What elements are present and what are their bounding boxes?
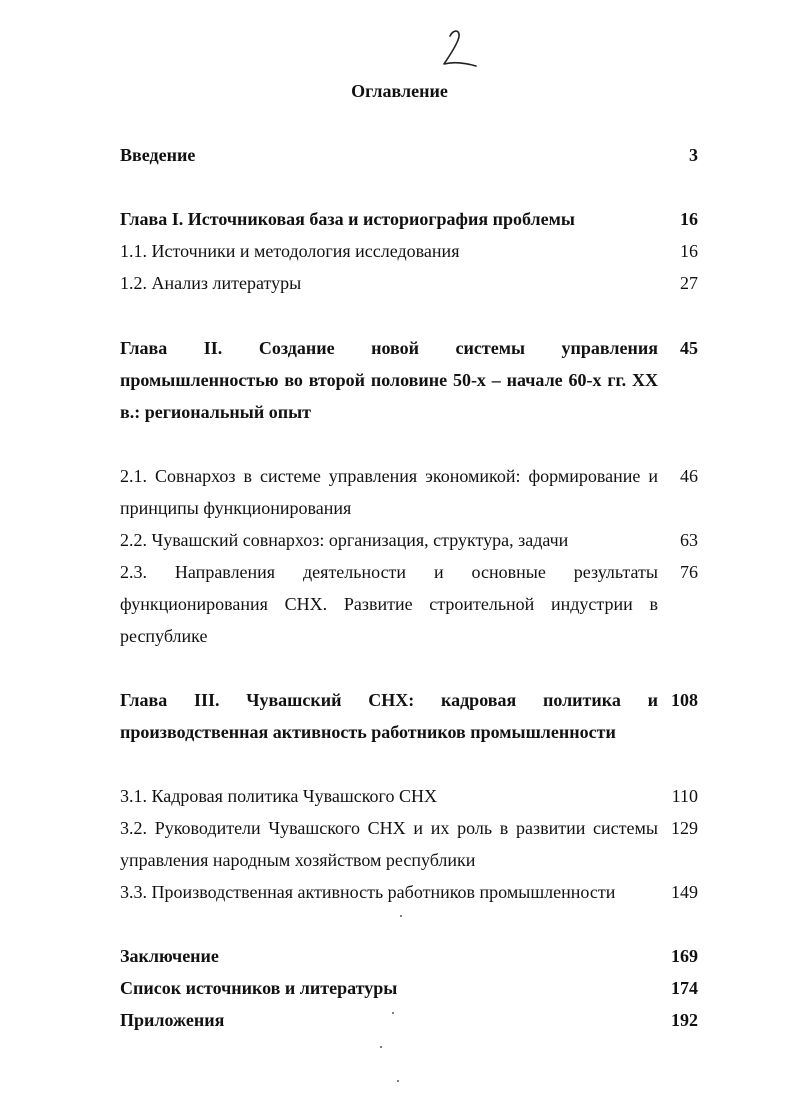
scan-speck	[380, 1046, 382, 1048]
toc-entry-text: Глава I. Источниковая база и историография проблемы	[120, 209, 575, 229]
scan-speck	[397, 1080, 399, 1082]
toc-entry-text: 2.3. Направления деятельности и основные результаты функционирования СНХ. Развитие строительной индустрии в республике	[120, 562, 658, 646]
toc-entry-appendices[interactable]	[120, 1004, 700, 1036]
toc-entry-text: Заключение	[120, 946, 219, 966]
toc-entry-page: 3	[689, 145, 698, 165]
toc-entry-3-3[interactable]	[120, 876, 700, 908]
toc-entry-2-2[interactable]	[120, 524, 700, 556]
toc-entry-page: 16	[680, 209, 698, 229]
toc-entry-page: 46	[680, 466, 698, 486]
scan-speck	[392, 1012, 394, 1014]
toc-entry-1-2[interactable]	[120, 267, 700, 299]
toc-entry-page: 108	[671, 690, 698, 710]
toc-entry-page: 16	[680, 241, 698, 261]
toc-entry-page: 27	[680, 273, 698, 293]
toc-entry-text: 3.1. Кадровая политика Чувашского СНХ	[120, 786, 437, 806]
toc-entry-text: Введение	[120, 145, 196, 165]
toc-entry-page: 192	[671, 1010, 698, 1030]
toc-entry-text: 2.1. Совнархоз в системе управления экономикой: формирование и принципы функционирования	[120, 466, 658, 518]
toc-entry-page: 110	[671, 786, 698, 806]
toc-entry-text: 3.2. Руководители Чувашского СНХ и их роль в развитии системы управления народным хозяйством республики	[120, 818, 658, 870]
toc-entry-text: Приложения	[120, 1010, 225, 1030]
scan-speck	[400, 915, 402, 917]
toc-entry-introduction[interactable]	[120, 139, 700, 171]
toc-entry-page: 149	[671, 882, 698, 902]
toc-entry-text: Глава II. Создание новой системы управления промышленностью во второй половине 50-х – начале 60-х гг. XX в.: региональный опыт	[120, 338, 658, 422]
toc-entry-text: 1.2. Анализ литературы	[120, 273, 302, 293]
toc-entry-page: 169	[671, 946, 698, 966]
toc-entry-page: 174	[671, 978, 698, 998]
toc-entry-page: 45	[680, 338, 698, 358]
toc-entry-2-1[interactable]	[120, 460, 700, 524]
toc-entry-chapter-2[interactable]	[120, 332, 700, 428]
toc-entry-chapter-1[interactable]	[120, 203, 700, 235]
toc-entry-3-2[interactable]	[120, 812, 700, 876]
toc-entry-conclusion[interactable]	[120, 940, 700, 972]
toc-entry-text: 1.1. Источники и методология исследования	[120, 241, 460, 261]
toc-entry-text: Глава III. Чувашский СНХ: кадровая политика и производственная активность работников промышленности	[120, 690, 658, 742]
toc-entry-text: 3.3. Производственная активность работников промышленности	[120, 882, 616, 902]
toc-title: Оглавление	[351, 81, 448, 101]
toc-entry-page: 129	[671, 818, 698, 838]
handwritten-page-number	[436, 24, 486, 74]
toc-entry-page: 76	[680, 562, 698, 582]
toc-entry-text: Список источников и литературы	[120, 978, 398, 998]
toc-entry-3-1[interactable]	[120, 780, 700, 812]
toc-entry-bibliography[interactable]	[120, 972, 700, 1004]
toc-entry-2-3[interactable]	[120, 556, 700, 652]
toc-entry-1-1[interactable]	[120, 235, 700, 267]
toc-entry-text: 2.2. Чувашский совнархоз: организация, структура, задачи	[120, 530, 569, 550]
toc-entry-page: 63	[680, 530, 698, 550]
toc-entry-chapter-3[interactable]	[120, 684, 700, 748]
